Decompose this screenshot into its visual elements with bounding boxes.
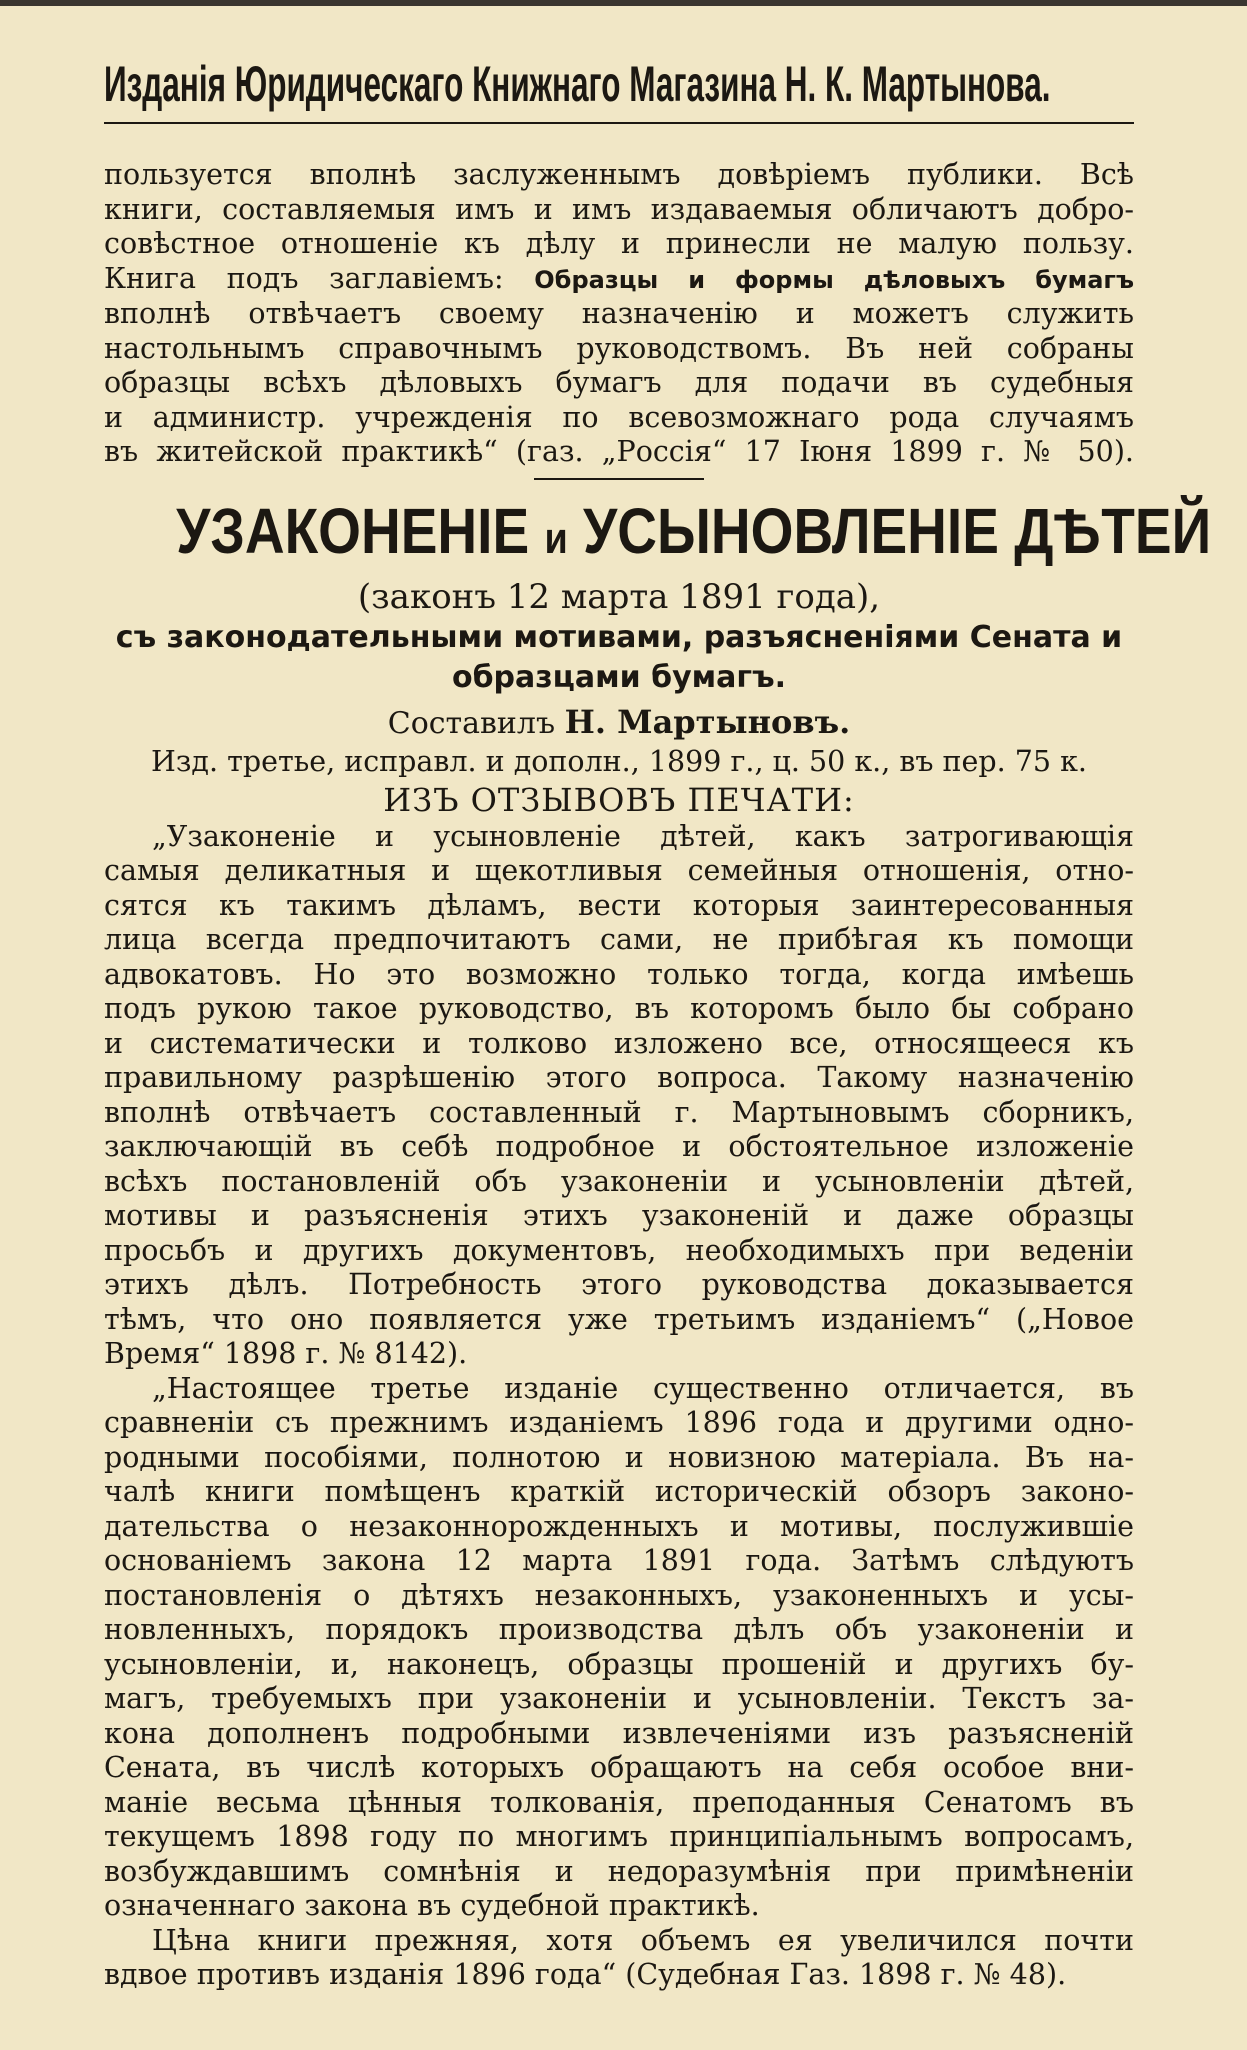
text-line: образцы всѣхъ дѣловыхъ бумагъ для подачи въ судебныя: [104, 366, 1134, 399]
title-part-1: УЗАКОНЕНІЕ: [176, 494, 530, 567]
publisher-header: Изданія Юридическаго Книжнаго Магазина Н. К. Мартынова.: [104, 56, 1051, 112]
text-line: Цѣна книги прежняя, хотя объемъ ея увеличился почти: [152, 1923, 1134, 1957]
text-line: текущемъ 1898 году по многимъ принципіальнымъ вопросамъ,: [104, 1820, 1134, 1853]
text-line: правильному разрѣшенію этого вопроса. Такому назначенію: [104, 1061, 1134, 1094]
text-line: всѣхъ постановленій объ узаконеніи и усыновленіи дѣтей,: [104, 1164, 1134, 1198]
text-line: пользуется вполнѣ заслуженнымъ довѣріемъ публики. Всѣ: [104, 158, 1134, 191]
text-line: „Настоящее третье изданіе существенно отличается, въ: [152, 1371, 1134, 1405]
text-line: просьбъ и другихъ документовъ, необходимыхъ при веденіи: [104, 1233, 1134, 1267]
text-line: настольнымъ справочнымъ руководствомъ. Въ ней собраны: [104, 331, 1134, 365]
book-title: [176, 494, 1212, 576]
text-line: лица всегда предпочитаютъ сами, не прибѣгая къ помощи: [104, 923, 1134, 956]
text-line: вполнѣ отвѣчаетъ своему назначенію и можетъ служить: [104, 297, 1134, 330]
title-and: и: [544, 513, 568, 563]
text-line: и систематически и толково изложено все, относящееся къ: [104, 1026, 1134, 1060]
text-line: означеннаго закона въ судебной практикѣ.: [104, 1889, 760, 1922]
title-part-2: УСЫНОВЛЕНІЕ ДѢТЕЙ: [583, 494, 1212, 567]
text-line: новленныхъ, порядокъ производства дѣлъ объ узаконеніи и: [104, 1613, 1134, 1646]
text-line: „Узаконеніе и усыновленіе дѣтей, какъ затрогивающія: [152, 819, 1134, 853]
text-line: кона дополненъ подробными извлеченіями изъ разъясненій: [104, 1716, 1134, 1750]
book-title-inline: Образцы и формы дѣловыхъ бумагъ: [534, 265, 1134, 294]
text-line: сятся къ такимъ дѣламъ, вести которыя заинтересованныя: [104, 888, 1134, 922]
text-line: родными пособіями, полнотою и новизною матеріала. Въ на-: [104, 1440, 1134, 1474]
text-line: чалѣ книги помѣщенъ краткій историческій обзоръ законо-: [104, 1475, 1134, 1508]
text-line: усыновленіи, и, наконецъ, образцы прошеній и другихъ бу-: [104, 1647, 1134, 1681]
text-line: адвокатовъ. Но это возможно только тогда, когда имѣешь: [104, 957, 1134, 991]
text-line: сравненіи съ прежнимъ изданіемъ 1896 года и другими одно-: [104, 1406, 1134, 1439]
book-law: (законъ 12 марта 1891 года),: [357, 576, 881, 617]
text-line: и администр. учрежденія по всевозможнаго рода случаямъ: [104, 400, 1134, 434]
text-line: въ житейской практикѣ“ (газ. „Россія“ 17 Іюня 1899 г. № 50).: [104, 435, 1134, 468]
section-divider: [534, 478, 704, 480]
text-line: маніе весьма цѣнныя толкованія, преподанныя Сенатомъ въ: [104, 1785, 1134, 1819]
text-line: вдвое противъ изданія 1896 года“ (Судебная Газ. 1898 г. № 48).: [104, 1958, 1067, 1991]
review-2: [104, 1372, 1134, 1924]
text-line: дательства о незаконнорожденныхъ и мотивы, послужившіе: [104, 1509, 1134, 1543]
book-subtitle-line-1: съ законодательными мотивами, разъясненіями Сената и: [115, 619, 1123, 655]
text-line: вполнѣ отвѣчаетъ составленный г. Мартыновымъ сборникъ,: [104, 1095, 1134, 1129]
text-line: тѣмъ, что оно появляется уже третьимъ изданіемъ“ („Новое: [104, 1302, 1134, 1336]
intro-paragraph: [104, 158, 1134, 470]
text-line: магъ, требуемыхъ при узаконеніи и усыновленіи. Текстъ за-: [104, 1682, 1134, 1715]
text-line: этихъ дѣлъ. Потребность этого руководства доказывается: [104, 1268, 1134, 1301]
text-line: заключающій въ себѣ подробное и обстоятельное изложеніе: [104, 1130, 1134, 1163]
text-line: мотивы и разъясненія этихъ узаконеній и даже образцы: [104, 1199, 1134, 1232]
text-line: [104, 262, 1134, 298]
text-line: подъ рукою такое руководство, въ которомъ было бы собрано: [104, 992, 1134, 1025]
header-rule: [104, 122, 1134, 124]
text-line: книги, составляемыя имъ и имъ издаваемыя обличаютъ добро-: [104, 192, 1134, 226]
text-line: Время“ 1898 г. № 8142).: [104, 1337, 468, 1370]
edition-info: Изд. третье, исправл. и дополн., 1899 г., ц. 50 к., въ пер. 75 к.: [151, 744, 1087, 778]
text-line: постановленія о дѣтяхъ незаконныхъ, узаконенныхъ и усы-: [104, 1578, 1134, 1612]
review-1: [104, 820, 1134, 1372]
composed-label: Составилъ: [387, 705, 556, 741]
book-subtitle-line-2: образцами бумагъ.: [451, 659, 787, 695]
scan-top-edge: [0, 0, 1247, 6]
text-column: [104, 158, 1212, 1993]
review-3: [104, 1924, 1134, 1993]
text-line: Сената, въ числѣ которыхъ обращаютъ на себя особое вни-: [104, 1751, 1134, 1784]
text-line: основаніемъ закона 12 марта 1891 года. Затѣмъ слѣдуютъ: [104, 1544, 1134, 1577]
composed-by: [104, 702, 1134, 744]
text-fragment: Книга подъ заглавіемъ:: [104, 261, 535, 295]
text-line: самыя деликатныя и щекотливыя семейныя отношенія, отно-: [104, 854, 1134, 887]
text-line: совѣстное отношеніе къ дѣлу и принесли не малую пользу.: [104, 227, 1134, 260]
author-name: Н. Мартыновъ.: [564, 702, 851, 741]
text-line: возбуждавшимъ сомнѣнія и недоразумѣнія при примѣненіи: [104, 1854, 1134, 1888]
reviews-heading: ИЗЪ ОТЗЫВОВЪ ПЕЧАТИ:: [383, 780, 855, 819]
